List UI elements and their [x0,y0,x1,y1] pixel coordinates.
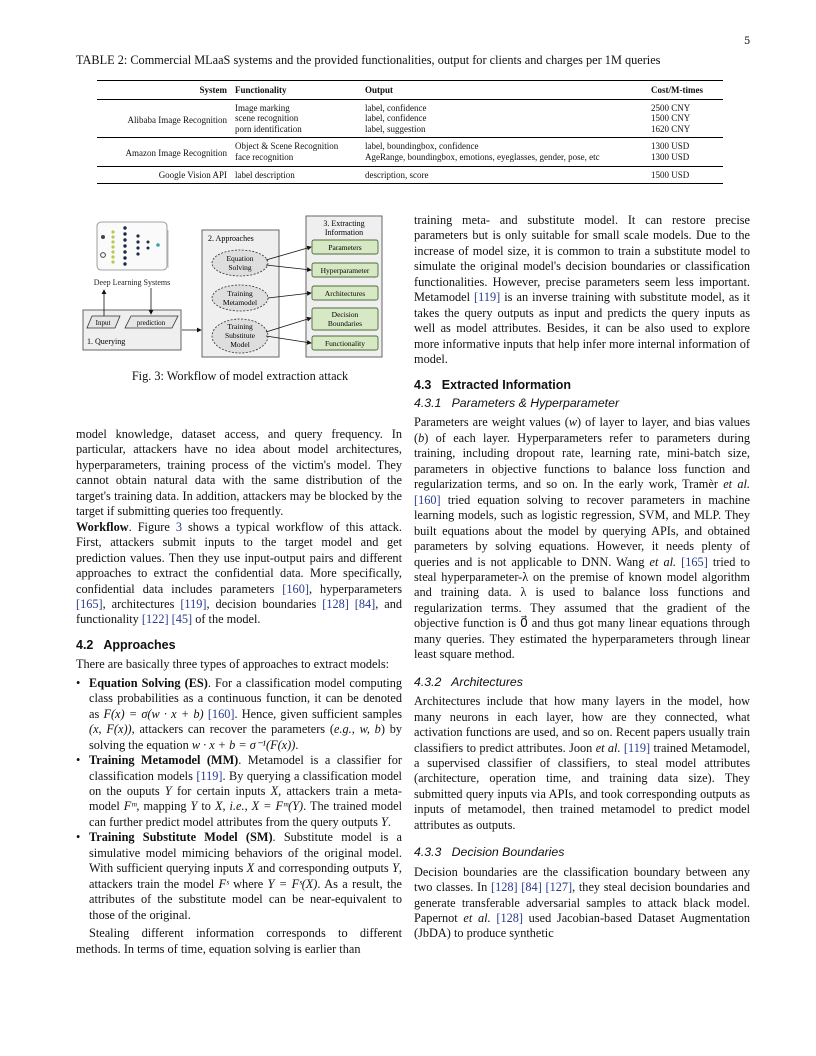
figure-ref-link[interactable]: 3 [175,519,182,534]
output-cell: label, boundingbox, confidence [365,141,479,152]
table-caption: TABLE 2: Commercial MLaaS systems and the provided functionalities, output for clients and charges per 1M queries [76,53,661,67]
svg-text:Decision: Decision [331,310,359,319]
citation-link[interactable]: [128] [490,880,518,895]
citation-link[interactable]: [160] [414,492,441,507]
paragraph: model knowledge, dataset access, and query frequency. In particular, attackers have no idea about model architectures, hyperparameters, training process of the victim's model. They cannot obtain natural data with the same distribution of the target's training data. In addition, attackers may be blocked by the target if submitting queries too frequently. [76,427,402,519]
paragraph: Architectures include that how many layers in the model, how many neurons in each layer, how are they connected, what activation functions are used, and so on. Recent papers usually train classifiers to predict attributes. Joon et al. [119] trained Metamodel, a supervised classifier of classifiers, to steal model attributes (architecture, operation time, and training data size). They submitted query inputs via APIs, and took corresponding outputs as inputs of metamodel, then trained metamodel to predict model attributes as outputs. [414,694,751,832]
functionality-cell: porn identification [231,124,361,138]
header-system: System [97,81,231,100]
output-cell: label, confidence [365,102,427,113]
citation-link[interactable]: [119] [474,290,501,305]
svg-text:Architectures: Architectures [324,289,366,298]
svg-text:Equation: Equation [226,254,254,263]
extract-parameters [312,240,378,254]
citation-link[interactable]: [165] [681,554,708,569]
citation-link[interactable]: [119] [180,596,207,611]
system-cell: Google Vision API [97,166,231,184]
cost-cell: 1500 USD [647,166,723,184]
citation-link[interactable]: [160] [207,706,235,721]
svg-text:Functionality: Functionality [325,339,365,348]
dl-systems-label: Deep Learning Systems [93,278,171,287]
svg-text:Training: Training [227,289,253,298]
output-cell: label, confidence [365,113,427,124]
svg-text:Parameters: Parameters [328,243,362,252]
functionality-cell: Image marking [235,102,290,113]
citation-link[interactable]: [119] [623,740,651,755]
citation-link[interactable]: [160] [282,581,309,596]
citation-link[interactable]: [122] [141,612,169,627]
input-label: Input [95,319,111,327]
cost-cell: 2500 CNY [651,102,691,113]
list-item: • Equation Solving (ES). For a classification model computing class probabilities as a continuous function, it can be denoted as F(x) = σ(w · x + b) [160]. Hence, given sufficient samples (x, F(x)), attackers can recover the parameters (e.g., w, b) by solving the equation w · x + b = σ⁻¹(F(x)). [76,676,402,753]
svg-text:Substitute: Substitute [224,331,256,340]
extract-decision-boundaries [312,308,378,330]
citation-link[interactable]: [84] [521,880,542,895]
svg-text:Model: Model [230,340,250,349]
citation-link[interactable]: [165] [76,596,103,611]
table-row [97,99,723,113]
header-cost: Cost/M-times [647,81,723,100]
section-heading: 4.2 Approaches [76,637,176,652]
svg-text:Boundaries: Boundaries [327,319,363,328]
workflow-figure [80,210,400,360]
neural-network-icon [97,222,168,270]
paragraph: Decision boundaries are the classification boundary between any two classes. In [128] [84] [127], they steal decision boundaries and generate transferable adversarial samples to attack black model. Papernot et al. [128] used Jacobian-based Dataset Augmentation (JbDA) to produce synthetic [414,864,751,941]
prediction-label: prediction [136,319,166,327]
functionality-cell: face recognition [231,152,361,166]
citation-link[interactable]: [128] [496,911,523,926]
paragraph: Parameters are weight values (w) of layer to layer, and bias values (b) of each layer. Hyperparameters refer to parameters during training, including dropout rate, learning rate, mini-batch size, parameters in objective functions to balance loss function and regularization terms, and so on. In the early work, Tramèr et al. [160] tried equation solving to recover parameters in machine learning models, such as logistic regression, SVM, and MLP. They built equations about the model by querying APIs, and obtained parameters by solving equations. However, it needs plenty of queries and is not applicable to DNN. Wang et al. [165] tried to steal hyperparameter-λ on the premise of known model algorithm and training data. λ is used to balance loss functions and regularization terms. They assumed that the gradient of the objective function is 0⃗ and thus got many linear equations through many queries. They estimated the hyperparameters through linear least square method. [414,415,750,662]
approaches-list [76,676,402,923]
citation-link[interactable]: [45] [171,612,193,627]
svg-text:Training: Training [227,322,253,331]
svg-text:Solving: Solving [228,263,252,272]
svg-text:Information: Information [324,228,364,237]
citation-link[interactable]: [128] [322,596,349,611]
subsection-heading: 4.3.3 Decision Boundaries [414,845,565,860]
cost-cell: 1500 CNY [651,113,691,124]
output-cell: label, suggestion [361,124,647,138]
system-cell: Amazon Image Recognition [97,138,231,166]
svg-text:Hyperparameter: Hyperparameter [320,266,370,275]
functionality-cell: label description [231,166,361,184]
figure-caption: Fig. 3: Workflow of model extraction attack [131,369,349,383]
table-row [97,138,723,152]
subsection-heading: 4.3.2 Architectures [414,674,523,689]
paragraph: There are basically three types of approaches to extract models: [76,657,390,672]
citation-link[interactable]: [84] [354,596,376,611]
svg-text:Metamodel: Metamodel [222,298,258,307]
extract-hyperparameter [312,263,378,277]
header-output: Output [361,81,647,100]
list-item: • Training Substitute Model (SM). Substitute model is a simulative model mimicing behaviors of the original model. With sufficient querying inputs X and corresponding outputs Y, attackers train the model Fˢ where Y = Fˢ(X). As a result, the attributes of the substitute model can be near-equivalent to those of the original. [76,830,402,923]
paragraph: training meta- and substitute model. It can restore precise parameters but is only suitable for small scale models. Due to the increase of model size, it is common to train a substitute model to simulate the original model's decision boundaries or classification functionalities. However, precise parameters seem less important. Metamodel [119] is an inverse training with substitute model, as it takes the query outputs as input and predicts the query inputs as well as model attributes. Besides, it can be also used to explore more informative inputs that help infer more internal information of model. [414,213,751,367]
list-item: • Training Metamodel (MM). Metamodel is a classifier for classification models [119]. By querying a classification model on the ouputs Y for certain inputs X, attackers train a meta-model Fᵐ, mapping Y to X, i.e., X = Fᵐ(Y). The trained model can further predict model attributes from the query outputs Y. [76,753,402,830]
page-number: 5 [744,36,751,47]
cost-cell: 1300 USD [647,152,723,166]
workflow-paragraph: Workflow. Figure 3 shows a typical workflow of this attack. First, attackers submit inputs to the target model and get prediction values. Then they use input-output pairs and different approaches to extract the confidential data. More specifically, confidential data includes parameters [160], hyperparameters [165], architectures [119], decision boundaries [128] [84], and functionality [122] [45] of the model. [76,519,402,627]
header-functionality: Functionality [231,81,361,100]
right-column [414,213,750,942]
output-cell: AgeRange, boundingbox, emotions, eyeglasses, gender, pose, etc [361,152,647,166]
querying-title: 1. Querying [87,337,126,346]
mlaas-table [97,80,723,184]
table-row [97,166,723,184]
functionality-cell: Object & Scene Recognition [235,141,339,152]
table-header-row [97,81,723,100]
system-cell: Alibaba Image Recognition [97,99,231,138]
left-column [76,427,402,957]
extract-architectures [312,286,378,300]
citation-link[interactable]: [127] [545,880,573,895]
cost-cell: 1300 USD [651,141,690,152]
functionality-cell: scene recognition [235,113,299,124]
citation-link[interactable]: [119] [196,768,223,783]
section-heading: 4.3 Extracted Information [414,377,571,392]
workflow-label: Workflow [76,519,129,534]
approaches-title: 2. Approaches [208,234,254,243]
cost-cell: 1620 CNY [647,124,723,138]
paragraph: Stealing different information corresponds to different methods. In terms of time, equation solving is earlier than [76,926,402,956]
extracting-title: 3. Extracting [323,219,365,228]
extract-functionality [312,336,378,350]
output-cell: description, score [361,166,647,184]
subsection-heading: 4.3.1 Parameters & Hyperparameter [414,395,620,410]
